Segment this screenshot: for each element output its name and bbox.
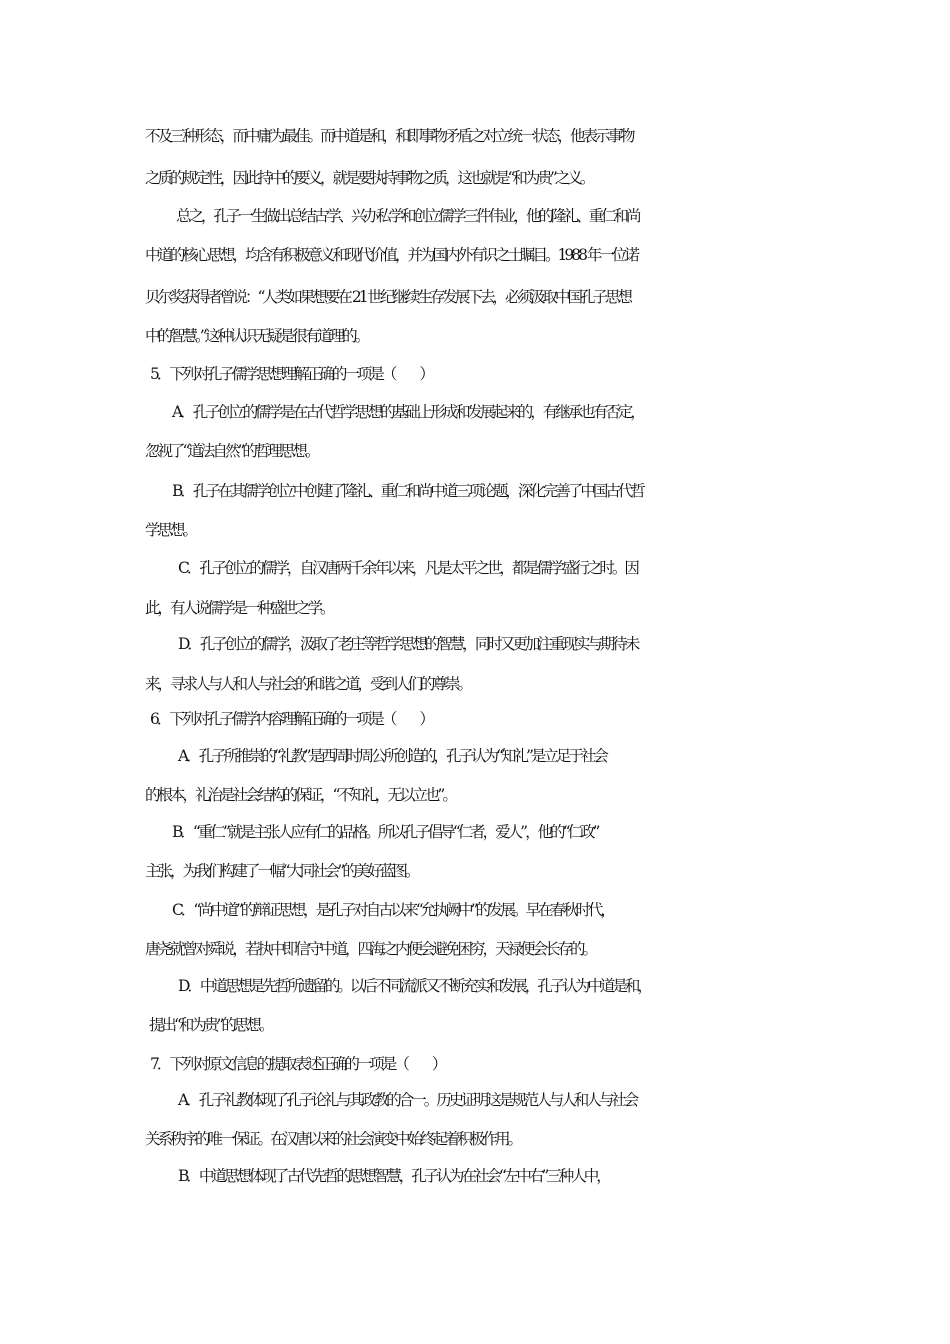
question-7-stem: 7．下列对原文信息的提取表述正确的一项是（ ） — [150, 1055, 445, 1073]
option-c-continuation: 唐尧就曾对舜说，若执中即信守中道，四海之内便会避免困穷，天禄便会长存的。 — [145, 940, 596, 958]
question-5-stem: 5．下列对孔子儒学思想理解正确的一项是（ ） — [150, 365, 432, 383]
option-b-line: B．孔子在其儒学创立中创建了隆礼、重仁和尚中道三项论题，深化完善了中国古代哲 — [172, 482, 643, 500]
text-line: 之质的规定性，因此持中的要义，就是要执持事物之质，这也就是“和为贵”之义。 — [145, 169, 593, 187]
text-line: 贝尔奖获得者曾说：“人类如果想要在 21 世纪继续生存发展下去，必须汲取中国孔子思想 — [145, 288, 631, 306]
text-line: 中道的核心思想，均含有积极意义和现代价值，并为国内外有识之士瞩目。1988 年一位诺 — [145, 246, 637, 264]
option-d-continuation: 来，寻求人与人和人与社会的和谐之道，受到人们的尊崇。 — [145, 675, 471, 693]
option-b-line: B．“重仁”就是主张人应有仁的品格。所以孔子倡导“仁者，爱人”，他的“仁政” — [172, 823, 598, 841]
option-c-continuation: 此，有人说儒学是一种盛世之学。 — [145, 599, 333, 617]
paragraph-start-line: 总之，孔子一生做出总结古学、兴办私学和创立儒学三件伟业，他的隆礼、重仁和尚 — [176, 207, 639, 225]
option-b-continuation: 学思想。 — [145, 521, 196, 539]
option-b-continuation: 主张，为我们构建了一幅“大同社会”的美好蓝图。 — [145, 862, 418, 880]
option-d-line: D．中道思想是先哲所遗留的。以后不同流派又不断充实和发展，孔子认为中道是和， — [178, 977, 650, 995]
option-b-line: B．中道思想体现了古代先哲的思想智慧，孔子认为在社会“左中右”三种人中， — [178, 1167, 609, 1185]
text-line: 中的智慧。”这种认识无疑是很有道理的。 — [145, 327, 368, 345]
text-line: 不及三种形态，而中庸为最佳。而中道是和，和即事物矛盾之对立统一状态，他表示事物 — [145, 127, 633, 145]
question-6-stem: 6．下列对孔子儒学内容理解正确的一项是（ ） — [150, 710, 432, 728]
option-d-continuation: 提出“和为贵”的思想。 — [149, 1016, 272, 1034]
option-a-line: A．孔子创立的儒学是在古代哲学思想的基础上形成和发展起来的，有继承也有否定， — [172, 403, 643, 421]
option-a-continuation: 忽视了“道法自然”的哲理思想。 — [145, 442, 318, 460]
option-a-line: A．孔子礼教体现了孔子论礼与其政教的合一。历史证明这是规范人与人和人与社会 — [178, 1091, 637, 1109]
option-c-line: C．“尚中道”的辩证思想，是孔子对自古以来“允执阙中”的发展。早在春秋时代， — [172, 901, 614, 919]
option-a-continuation: 的根本，礼治是社会结构的保证，“不知礼，无以立也”。 — [145, 786, 455, 804]
option-a-line: A．孔子所推崇的“礼教”是西周时周公所创造的，孔子认为“知礼”是立足于社会 — [178, 747, 606, 765]
option-d-line: D．孔子创立的儒学，汲取了老庄等哲学思想的智慧，同时又更加注重现实与期待未 — [178, 635, 638, 653]
option-a-continuation: 关系秩序的唯一保证。在汉唐以来的社会演变中始终起着积极作用。 — [145, 1130, 521, 1148]
option-c-line: C．孔子创立的儒学，自汉唐两千余年以来，凡是太平之世，都是儒学盛行之时。因 — [178, 559, 637, 577]
